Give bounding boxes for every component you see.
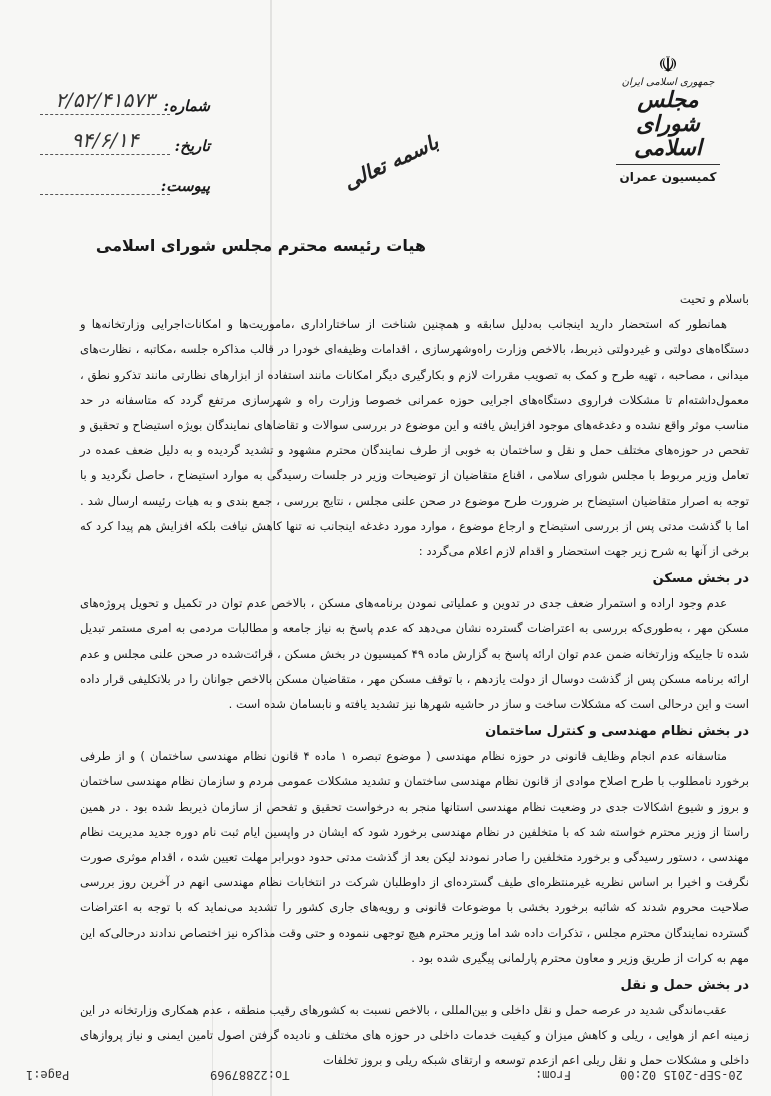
number-value: ۲/۵۲/۴۱۵۷۳: [40, 87, 170, 115]
number-row: [40, 75, 210, 115]
logo-commission: کمیسیون عمران: [619, 170, 717, 184]
addressee-title: هیات رئیسه محترم مجلس شورای اسلامی: [95, 236, 426, 255]
section-text-housing: عدم وجود اراده و استمرار ضعف جدی در تدوین و عملیاتی نمودن برنامه‌های مسکن ، بالاخص عدم توان در تکمیل و تحویل پروژه‌های مسکن مهر ، به‌طوری‌که بررسی به اعتراضات گسترده نشان می‌دهد که عدم پاسخ به نیاز جامعه و مطالبات مردمی به امری مستمر تبدیل شده تا جاییکه وزارتخانه ضمن عدم توان ارائه پاسخ به گزارش ماده ۴۹ کمیسیون در بخش مسکن ، قرائت‌شده در صحن علنی مجلس و عدم ارائه برنامه مسکن پس از گذشت دوسال از دولت یازدهم ، با توقف مسکن مهر ، متقاضیان مسکن بالاخص جوانان را در بلاتکلیفی قرار داده است و این درحالی است که مشکلات ساخت و ساز در حاشیه شهرها نیز تشدید یافته و نابسامان شده است .: [80, 596, 749, 712]
iran-emblem-icon: ☫: [658, 53, 678, 78]
intro-paragraph: همانطور که استحضار دارید اینجانب به‌دلیل سابقه و همچنین شناخت از ساختاراداری ،ماموریت‌ها و امکانات‌اجرایی وزارتخانه‌ها و دستگاه‌های دولتی و غیردولتی ذیربط، بالاخص وزارت راه‌وشهرسازی ، اقدامات وظیفه‌ای خودرا در قالب مذاکره جلسه ،مکاتبه ، نظارت‌های میدانی ، مصاحبه ، تهیه طرح و کمک به تصویب مقررات لازم و بکارگیری دیگر امکانات مانند استفاده از ابزارهای نظارتی مانند تذکرو نطق ، معمول‌داشته‌ام تا مشکلات فراروی دستگاه‌های اجرایی حوزه عمرانی خصوصا وزارت راه و شهرسازی مرتفع گردد که متاسفانه در حد مناسب موثر واقع نشده و دغدغه‌های موجود افزایش یافته و این موضوع در بررسی سوالات و تقاضاهای نمایندگان بویژه استیضاح و تحقیق و تفحص در حوزه‌های مختلف حمل و نقل و ساختمان به خوبی از طرف نمایندگان محترم مشهود و تشدید گردیده و به دلیل ضعف عمده در تعامل وزیر مربوط با مجلس شورای سلامی ، اقناع متقاضیان از توضیحات وزیر در جلسات رسیدگی به موارد استیضاح ، حاصل نگردید و با توجه به اصرار متقاضیان استیضاح بر ضرورت طرح موضوع در صحن علنی مجلس ، نتایج بررسی ، جمع بندی و به هیات رئیسه ارسال شد . اما با گذشت مدتی پس از بررسی استیضاح و ارجاع موضوع ، موارد مورد دغدغه اینجانب نه تنها کاهش نیافت بلکه افزایش هم پیدا کرد که برخی از آنها به شرح زیر جهت استحضار و اقدام لازم اعلام می‌گردد :: [80, 317, 749, 559]
section-text-engineering: متاسفانه عدم انجام وظایف قانونی در حوزه نظام مهندسی ( موضوع تبصره ۱ ماده ۴ قانون نظام مهندسی ساختمان ) و از طرفی برخورد نامطلوب با طرح اصلاح موادی از قانون نظام مهندسی ساختمان و تشدید مشکلات عمومی مردم و سازمان نظام مهندسی ساختمان و بروز و شیوع اشکالات جدی در وضعیت نظام مهندسی استانها منجر به درخواست تحقیق و تفحص از سازمان ذیربط شده بود . در همین راستا از وزیر محترم خواسته شد که با متخلفین در نظام مهندسی برخورد شود که ایشان در واپسین ایام ثبت نام دوره جدید مدیریت نظام مهندسی ، دستور رسیدگی و برخورد متخلفین را صادر نمودند لیکن بعد از گذشت مدتی حدود دوبرابر مهلت تعیین شده ، اقدام موثری صورت نگرفت و اخیرا بر اساس نظریه غیرمنتظره‌ای طیف گسترده‌ای از داوطلبان شرکت در انتخابات نظام مهندسی انهم در آخرین روز بررسی صلاحیت محروم شدند که شائبه برخورد بخشی با موضوعات قانونی و رویه‌های جاری کشور را تشدید می‌نماید که با توجه به اعتراضات گسترده نمایندگان محترم مجلس ، تذکرات داده شد اما وزیر محترم هیچ توجهی ننموده و حتی وقت مذاکره نیز اختصاص ندادند درحالی‌که این مهم به کرات از طریق وزیر و معاون محترم پارلمانی پیگیری شده بود .: [80, 749, 749, 965]
section-text-transport: عقب‌ماندگی شدید در عرصه حمل و نقل داخلی و بین‌المللی ، بالاخص نسبت به کشورهای رقیب منطقه ، عدم همکاری وزارتخانه در این زمینه اعم از هوایی ، ریلی و کاهش میزان و کیفیت خدمات داخلی در حوزه های مختلف و نادیده گرفتن اصول تامین ایمنی و نیاز پروازهای داخلی و مشکلات حمل و نقل ریلی اعم ازعدم توسعه و ارتقای شبکه ریلی و بروز تخلفات: [80, 1003, 749, 1068]
fax-to: To:22887969: [210, 1068, 290, 1082]
parliament-logo: [608, 55, 728, 184]
logo-country: جمهوری اسلامی ایران: [621, 77, 715, 88]
logo-ornament: [616, 164, 720, 167]
section-heading-engineering: در بخش نظام مهندسی و کنترل ساختمان: [485, 724, 749, 740]
letter-body: [80, 287, 749, 1074]
attachment-row: [40, 155, 210, 195]
fax-page: Page:1: [26, 1068, 70, 1082]
fax-from: From:: [535, 1068, 572, 1082]
attachment-label: پیوست:: [160, 177, 210, 195]
date-row: [40, 115, 210, 155]
date-value: ۹۴/۶/۱۴: [40, 127, 170, 155]
attachment-value: [40, 167, 170, 195]
section-heading-transport: در بخش حمل و نقل: [620, 978, 749, 994]
invocation: باسمه تعالی: [339, 129, 443, 195]
letter-meta: [40, 75, 210, 195]
logo-name: مجلس شورای اسلامی: [634, 87, 702, 161]
greeting: باسلام و تحیت: [679, 292, 749, 306]
fax-datetime: 20-SEP-2015 02:00: [620, 1068, 743, 1082]
number-label: شماره:: [163, 97, 210, 115]
section-heading-housing: در بخش مسکن: [652, 571, 749, 587]
date-label: تاریخ:: [174, 137, 210, 155]
